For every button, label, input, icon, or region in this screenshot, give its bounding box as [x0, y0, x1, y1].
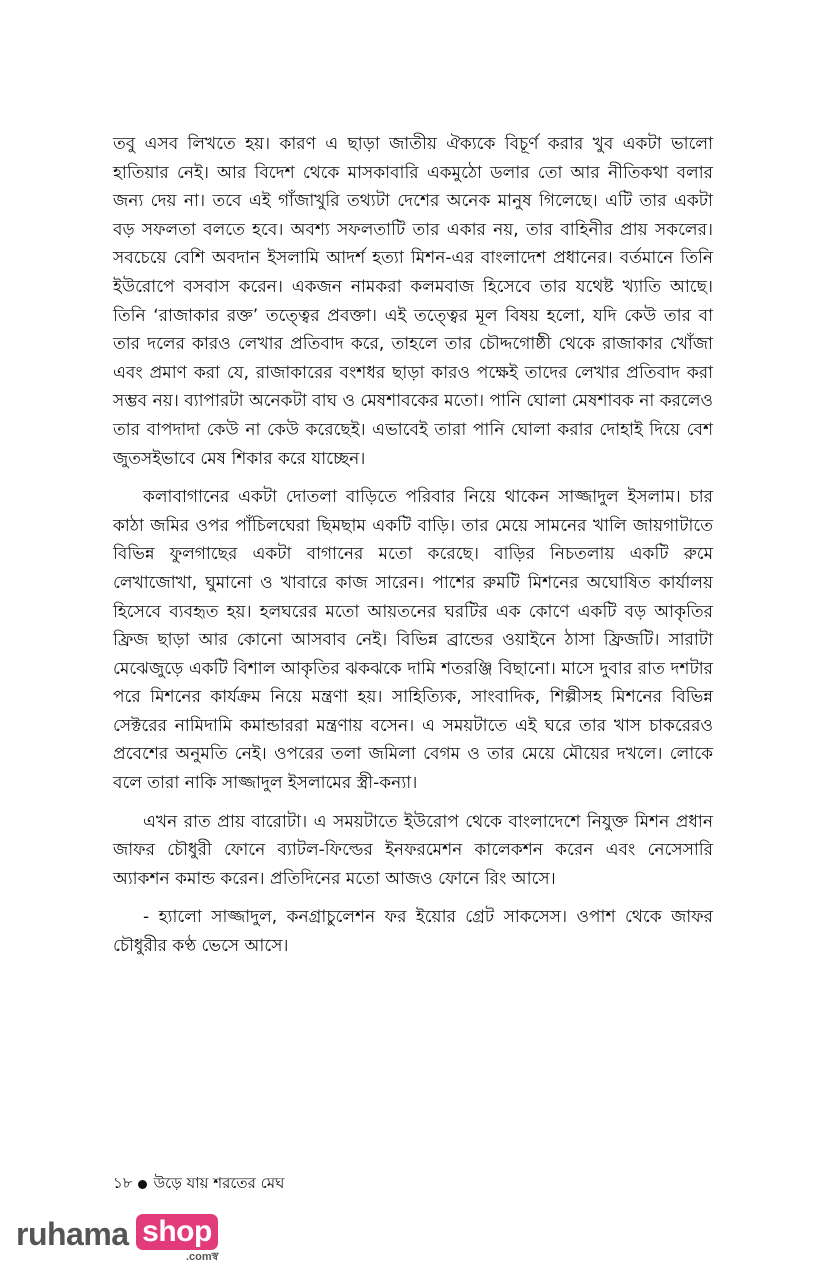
text-line: মিশন-এর বাংলাদেশ প্রধানের। বর্তমানে তিনি ইউরোপে বসবাস করেন। একজন — [113, 248, 714, 297]
text-line: - হ্যালো সাজ্জাদুল, কনগ্রাচুলেশন ফর ইয়োর গ্রেট সাকসেস। ওপাশ থেকে — [143, 907, 662, 928]
text-line: বাড়ির নিচতলায় একটি রুমে লেখাজোখা, ঘুমানো ও খাবারে কাজ সারেন। পাশের — [113, 544, 714, 593]
text-line: এখন রাত প্রায় বারোটা। এ সময়টাতে ইউরোপ থেকে বাংলাদেশে নিযুক্ত — [143, 811, 629, 832]
text-line: রুমটি মিশনের অঘোষিত কার্যালয় হিসেবে ব্যবহৃত হয়। হলঘরের মতো — [113, 572, 713, 622]
text-line: ভালো হাতিয়ার নেই। আর বিদেশ থেকে মাসকাবারি একমুঠো ডলার তো আর — [113, 134, 713, 183]
page-body — [113, 130, 713, 971]
text-line: গিলেছে। এটি তার একটা বড় সফলতা বলতে হবে। অবশ্য সফলতাটি তার একার — [113, 191, 713, 240]
text-line: নয়। ব্যাপারটা অনেকটা বাঘ ও মেষশাবকের মতো। পানি ঘোলা মেষশাবক না — [152, 391, 655, 412]
logo-suffix: .comস্ব — [186, 1251, 219, 1263]
text-line: ইসলাম। চার কাঠা জমির ওপর পাঁচিলঘেরা ছিমছাম একটি বাড়ি। তার মেয়ে — [113, 487, 713, 536]
text-line: নামকরা কলমবাজ হিসেবে তার যথেষ্ট খ্যাতি আছে। তিনি ‘রাজাকার রক্ত’ তত্ত্বের — [113, 276, 714, 326]
text-line: মৌয়ের দখলে। লোকে বলে তারা নাকি সাজ্জাদুল ইসলামের স্ত্রী-কন্যা। — [113, 744, 713, 794]
text-line: যে, রাজাকারের বংশধর ছাড়া কারও পক্ষেই তাদের লেখার প্রতিবাদ করা সম্ভব — [113, 362, 713, 412]
text-line: মিশনের কার্যক্রম নিয়ে মন্ত্রণা হয়। সাহিত্যিক, সাংবাদিক, শিল্পীসহ মিশনের বিভিন্ন — [150, 687, 714, 708]
text-line: প্রবক্তা। এই তত্ত্বের মূল বিষয় হলো, যদি কেউ তার বা তার দলের কারও লেখার — [113, 305, 714, 355]
paragraph-1 — [113, 130, 713, 473]
text-line: প্রতিবাদ করে, তাহলে তার চৌদ্দগোষ্ঠী থেকে রাজাকার খোঁজা এবং প্রমাণ করা — [113, 334, 713, 383]
book-title: উড়ে যায় শরতের মেঘ — [153, 1174, 285, 1192]
paragraph-4 — [113, 903, 713, 960]
text-line: বিশাল আকৃতির ঝকঝকে দামি শতরঞ্জি বিছানো। মাসে দুবার রাত দশটার পরে — [113, 658, 713, 708]
paragraph-2 — [113, 483, 713, 798]
text-line: সেক্টরের নামিদামি কমান্ডাররা মন্ত্রণায় বসেন। এ সময়টাতে এই ঘরে তার খাস — [113, 715, 642, 736]
bullet-icon — [138, 1180, 147, 1189]
text-line: করলেও তার বাপদাদা কেউ না কেউ করেছেই। এভাবেই তারা পানি ঘোলা করার — [113, 391, 714, 440]
logo-badge-shop: shop — [136, 1214, 218, 1250]
text-line: তবু এসব লিখতে হয়। কারণ এ ছাড়া জাতীয় ঐক্যকে বিচূর্ণ করার খুব একটা — [113, 134, 662, 154]
text-line: জাফর চৌধুরীর কণ্ঠ ভেসে আসে। — [113, 907, 714, 957]
text-line: আসে। — [511, 868, 556, 889]
text-line: চাকরেরও প্রবেশের অনুমতি নেই। ওপরের তলা জমিলা বেগম ও তার মেয়ে — [113, 715, 713, 765]
text-line: মিশন প্রধান জাফর চৌধুরী ফোনে ব্যাটল-ফিল্ডের ইনফরমেশন কালেকশন করেন — [113, 811, 714, 861]
paragraph-3 — [113, 808, 713, 894]
text-line: দোহাই দিয়ে বেশ জুতসইভাবে মেষ শিকার করে যাচ্ছেন। — [113, 419, 714, 469]
text-line: নয়, তার বাহিনীর প্রায় সকলের। সবচেয়ে বেশি অবদান ইসলামি আদর্শ হত্যা — [113, 219, 714, 269]
text-line: নীতিকথা বলার জন্য দেয় না। তবে এই গাঁজাখুরি তথ্যটা দেশের অনেক মানুষ — [113, 162, 713, 212]
text-line: কলাবাগানের একটা দোতলা বাড়িতে পরিবার নিয়ে থাকেন সাজ্জাদুল — [143, 487, 619, 508]
ruhama-shop-logo — [16, 1210, 226, 1262]
text-line: সামনের খালি জায়গাটাতে বিভিন্ন ফুলগাছের একটা বাগানের মতো করেছে। — [113, 515, 713, 565]
text-line: আসবাব নেই। বিভিন্ন ব্রান্ডের ওয়াইনে ঠাসা ফ্রিজটি। সারাটা মেঝেজুড়ে একটি — [113, 630, 714, 679]
page-footer — [113, 1172, 284, 1197]
logo-word-ruhama: ruhama — [16, 1216, 129, 1252]
text-line: এবং নেসেসারি অ্যাকশন কমান্ড করেন। প্রতিদিনের মতো আজও ফোনে রিং — [113, 840, 713, 889]
text-line: আয়তনের ঘরটির এক কোণে একটি বড় আকৃতির ফ্রিজ ছাড়া আর কোনো — [113, 601, 713, 651]
page-number: ১৮ — [113, 1174, 133, 1192]
